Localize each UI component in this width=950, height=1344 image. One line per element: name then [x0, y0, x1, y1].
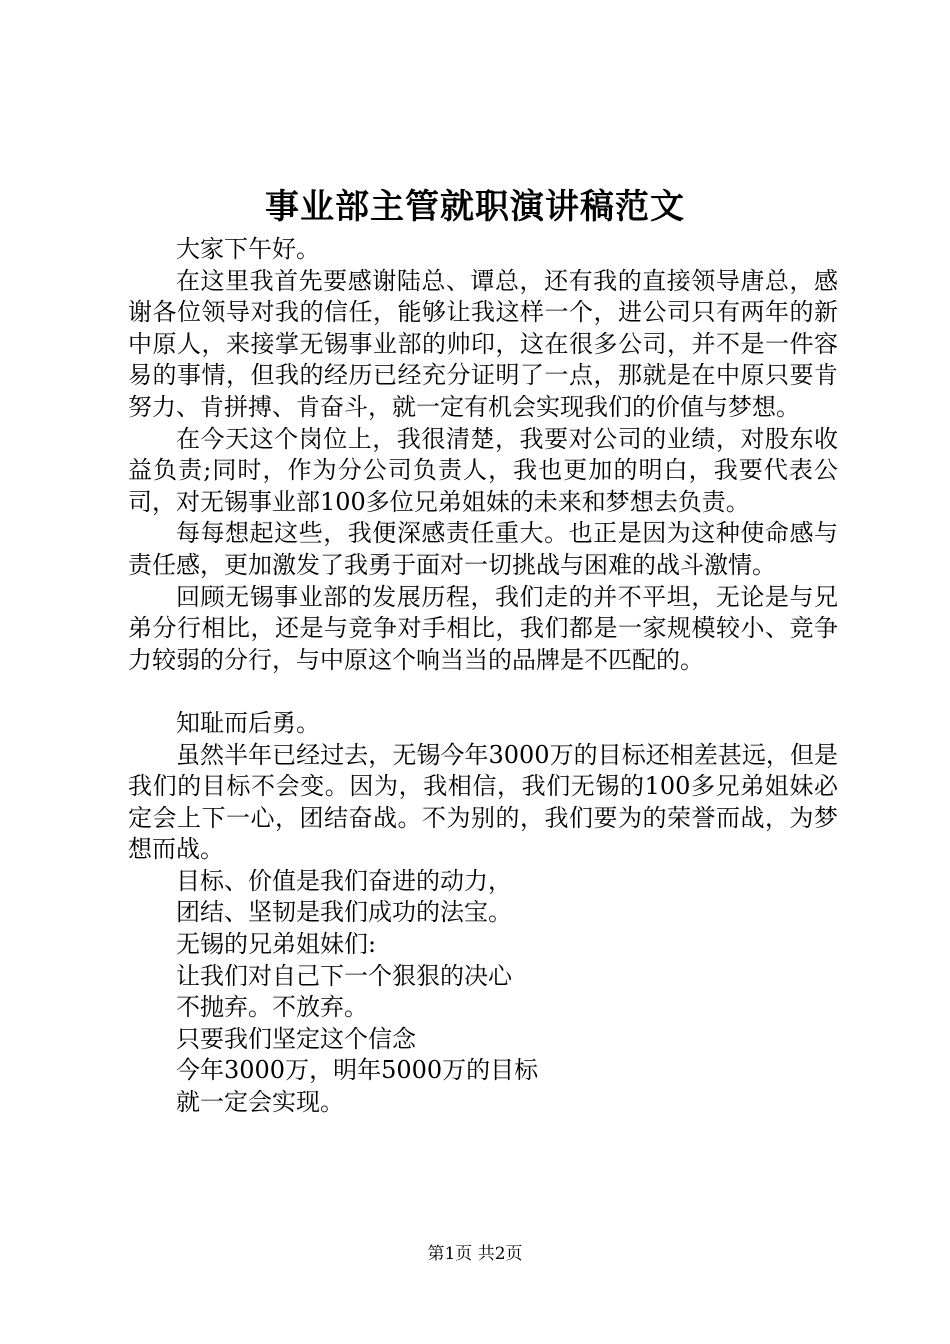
- line-resolve: 让我们对自己下一个狠狠的决心: [176, 961, 512, 990]
- document-title: 事业部主管就职演讲稿范文: [265, 187, 685, 227]
- paragraph-thanks: 在这里我首先要感谢陆总、谭总，还有我的直接领导唐总，感谢各位领导对我的信任，能够让我这样一个，进公司只有两年的新中原人，来接掌无锡事业部的帅印，这在很多公司，并不是一件容易的事情，但我的经历已经充分证明了一点，那就是在中原只要肯努力、肯拼搏、肯奋斗，就一定有机会实现我们的价值与梦想。: [128, 266, 838, 421]
- line-address: 无锡的兄弟姐妹们:: [176, 930, 377, 959]
- page-number-footer: 第1页 共2页: [427, 1244, 523, 1264]
- paragraph-goal: 虽然半年已经过去，无锡今年3000万的目标还相差甚远，但是我们的目标不会变。因为，我相信，我们无锡的100多兄弟姐妹必定会上下一心，团结奋战。不为别的，我们要为的荣誉而战，为梦想而战。: [128, 740, 838, 864]
- line-targets: 今年3000万，明年5000万的目标: [176, 1056, 539, 1085]
- paragraph-mission: 每每想起这些，我便深感责任重大。也正是因为这种使命感与责任感，更加激发了我勇于面对一切挑战与困难的战斗激情。: [128, 519, 838, 579]
- line-motivation: 目标、价值是我们奋进的动力，: [176, 866, 512, 895]
- document-body: [128, 234, 838, 1119]
- line-never-give-up: 不抛弃。不放弃。: [176, 993, 368, 1022]
- line-realize: 就一定会实现。: [176, 1088, 344, 1117]
- paragraph-courage: 知耻而后勇。: [176, 708, 320, 737]
- paragraph-history: 回顾无锡事业部的发展历程，我们走的并不平坦，无论是与兄弟分行相比，还是与竞争对手相比，我们都是一家规模较小、竞争力较弱的分行，与中原这个响当当的品牌是不匹配的。: [128, 582, 838, 674]
- line-belief: 只要我们坚定这个信念: [176, 1024, 416, 1053]
- paragraph-greeting: 大家下午好。: [176, 235, 320, 263]
- paragraph-responsibility: 在今天这个岗位上，我很清楚，我要对公司的业绩，对股东收益负责;同时，作为分公司负责人，我也更加的明白，我要代表公司，对无锡事业部100多位兄弟姐妹的未来和梦想去负责。: [128, 424, 838, 516]
- line-unity: 团结、坚韧是我们成功的法宝。: [176, 898, 512, 927]
